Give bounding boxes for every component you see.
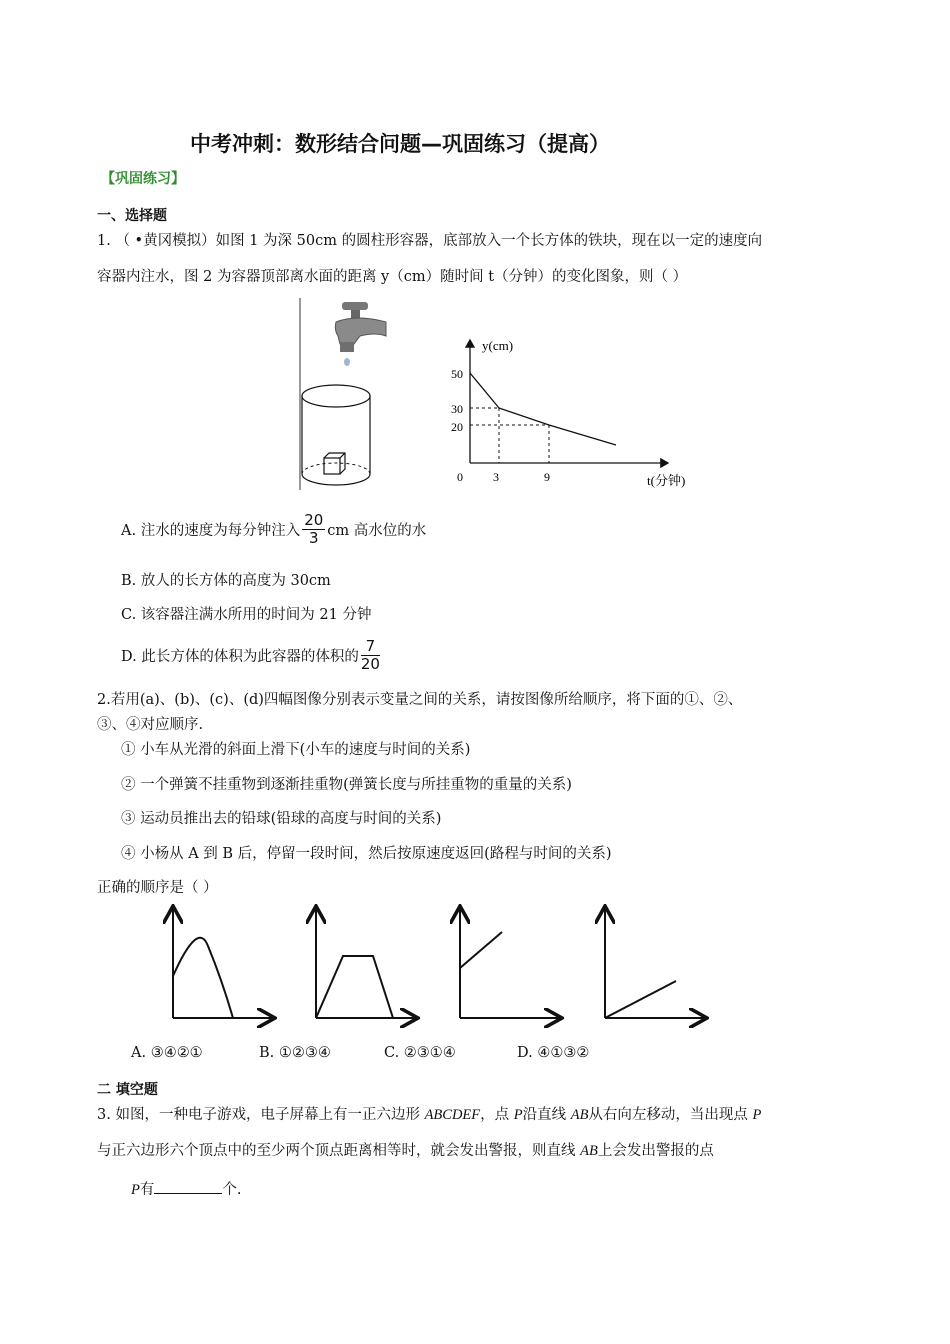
y-tick-50: 50	[451, 367, 463, 381]
section-heading-choice: 一、选择题	[97, 208, 167, 224]
fraction-20-3: $\frac{20}{3}$	[304, 511, 324, 547]
q2-graphs	[150, 900, 730, 1030]
q2-option-c: C. ②③①④	[384, 1045, 456, 1061]
q1-option-a: A. 注水的速度为每分钟注入 $\frac{20}{3}$ cm 高水位的水	[121, 511, 427, 547]
faucet-icon	[335, 302, 386, 366]
q2-option-b: B. ①②③④	[259, 1045, 331, 1061]
q2-prompt: 正确的顺序是（ ）	[97, 880, 218, 896]
x-axis-label: t(分钟)	[647, 473, 686, 488]
q2-item-1: ① 小车从光滑的斜面上滑下(小车的速度与时间的关系)	[121, 742, 471, 758]
q2-option-d: D. ④①③②	[517, 1045, 590, 1061]
q1-option-b: B. 放人的长方体的高度为 30cm	[121, 573, 331, 589]
q1-option-c: C. 该容器注满水所用的时间为 21 分钟	[121, 607, 372, 623]
q2-option-a: A. ③④②①	[131, 1045, 203, 1061]
graph-b	[316, 908, 416, 1018]
section-heading-fill: 二 填空题	[97, 1082, 158, 1098]
q2-item-3: ③ 运动员推出去的铅球(铅球的高度与时间的关系)	[121, 811, 442, 827]
x-tick-0: 0	[457, 470, 463, 484]
y-tick-20: 20	[451, 420, 463, 434]
q3-line2: 与正六边形六个顶点中的至少两个顶点距离相等时，就会发出警报，则直线 AB上会发出警报的点	[97, 1143, 714, 1159]
q2-item-2: ② 一个弹簧不挂重物到逐渐挂重物(弹簧长度与所挂重物的重量的关系)	[121, 777, 572, 793]
q3-line1: 3. 如图，一种电子游戏，电子屏幕上有一正六边形 ABCDEF，点 P沿直线 AB从右向左移动，当出现点 P	[97, 1107, 762, 1123]
q1-line2: 容器内注水，图 2 为容器顶部离水面的距离 y（cm）随时间 t（分钟）的变化图象，则（ ）	[97, 269, 688, 285]
q2-line1: 2.若用(a)、(b)、(c)、(d)四幅图像分别表示变量之间的关系，请按图像所给顺序，将下面的①、②、	[97, 692, 743, 708]
y-axis-label: y(cm)	[482, 338, 514, 353]
graph-c	[460, 908, 560, 1018]
q1-graph	[440, 330, 710, 495]
graph-a	[173, 908, 273, 1018]
q3-line3: P有 个.	[131, 1178, 241, 1199]
container-figure	[296, 296, 406, 492]
x-tick-9: 9	[544, 470, 550, 484]
q2-line2: ③、④对应顺序.	[97, 717, 204, 733]
cylinder-container	[302, 385, 370, 485]
x-tick-3: 3	[493, 470, 499, 484]
q1-line1: 1. （ •黄冈模拟）如图 1 为深 50cm 的圆柱形容器，底部放入一个长方体的铁块，现在以一定的速度向	[97, 233, 763, 249]
fraction-7-20: $\frac{7}{20}$	[360, 637, 380, 673]
section-tag: 【巩固练习】	[101, 171, 185, 187]
page-title: 中考冲刺：数形结合问题—巩固练习（提高）	[190, 132, 610, 156]
y-tick-30: 30	[451, 402, 463, 416]
q1-option-d: D. 此长方体的体积为此容器的体积的 $\frac{7}{20}$	[121, 637, 380, 673]
answer-blank[interactable]	[154, 1179, 222, 1194]
graph-d	[605, 908, 705, 1018]
data-line	[470, 373, 616, 445]
q2-item-4: ④ 小杨从 A 到 B 后，停留一段时间，然后按原速度返回(路程与时间的关系)	[121, 846, 612, 862]
